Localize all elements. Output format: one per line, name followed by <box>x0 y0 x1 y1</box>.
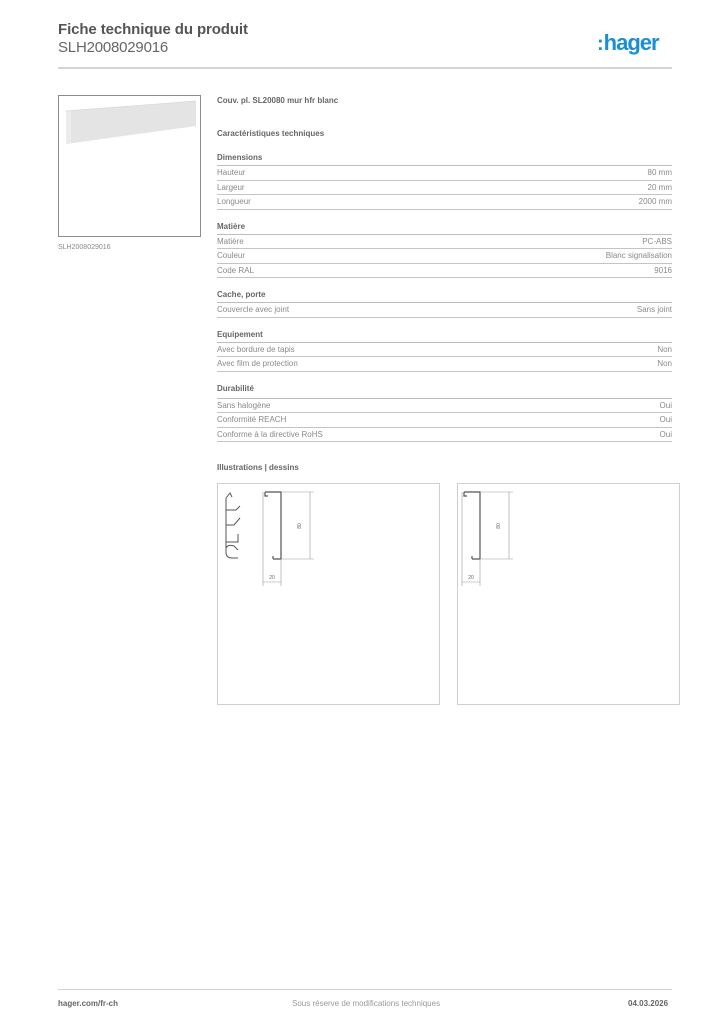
spec-label: Conformité REACH <box>217 415 287 424</box>
spec-row <box>217 357 672 372</box>
spec-row <box>217 428 672 443</box>
specifications-column <box>217 96 672 442</box>
footer-disclaimer: Sous réserve de modifications techniques <box>292 999 441 1008</box>
spec-row <box>217 166 672 181</box>
illustration-drawing-1 <box>217 483 440 705</box>
spec-label: Couleur <box>217 251 246 260</box>
spec-group-cover <box>217 290 672 318</box>
spec-row <box>217 399 672 414</box>
page-title: Fiche technique du produit <box>58 21 248 38</box>
spec-label: Code RAL <box>217 265 254 275</box>
spec-label: Avec film de protection <box>217 359 298 368</box>
spec-value: 2000 mm <box>638 197 672 206</box>
height-dimension-label: 80 <box>496 523 502 529</box>
footer-divider <box>58 989 672 990</box>
width-dimension-label: 20 <box>468 575 474 581</box>
product-code: SLH2008029016 <box>58 39 169 56</box>
spec-row <box>217 235 672 250</box>
spec-group-dimensions <box>217 153 672 210</box>
spec-value: Oui <box>659 415 672 424</box>
group-heading: Equipement <box>217 330 672 343</box>
logo-text: hager <box>603 30 659 55</box>
footer-date: 04.03.2026 <box>628 999 669 1008</box>
spec-value: Blanc signalisation <box>605 251 672 260</box>
spec-row <box>217 303 672 318</box>
group-heading: Matière <box>217 222 672 235</box>
spec-value: Non <box>657 344 672 354</box>
spec-label: Conforme à la directive RoHS <box>217 429 323 439</box>
illustration-drawing-2 <box>457 483 680 705</box>
spec-value: PC-ABS <box>642 236 672 246</box>
spec-group-equipment <box>217 330 672 372</box>
spec-row <box>217 249 672 264</box>
profile-drawing-icon <box>218 484 439 704</box>
spec-label: Avec bordure de tapis <box>217 344 295 354</box>
logo-colon: : <box>597 33 603 55</box>
product-image-frame <box>58 95 201 237</box>
width-dimension-label: 20 <box>269 575 275 581</box>
spec-row <box>217 413 672 428</box>
product-image-caption: SLH2008029016 <box>58 244 111 251</box>
spec-value: Oui <box>659 429 672 439</box>
header-divider <box>58 67 672 69</box>
spec-row <box>217 343 672 358</box>
spec-label: Couvercle avec joint <box>217 305 290 314</box>
group-heading: Cache, porte <box>217 290 672 303</box>
product-name: Couv. pl. SL20080 mur hfr blanc <box>217 96 339 105</box>
illustrations-heading: Illustrations | dessins <box>217 463 299 472</box>
profile-drawing-icon <box>458 484 679 704</box>
spec-row <box>217 181 672 196</box>
spec-value: Non <box>657 359 672 368</box>
technical-characteristics-heading: Caractéristiques techniques <box>217 129 325 138</box>
spec-value: 9016 <box>654 265 672 275</box>
spec-label: Longueur <box>217 197 251 206</box>
spec-value: 80 mm <box>647 168 672 177</box>
footer-website-link[interactable]: hager.com/fr-ch <box>58 999 119 1008</box>
height-dimension-label: 80 <box>297 523 303 529</box>
hager-logo <box>597 30 659 56</box>
group-heading: Dimensions <box>217 153 672 166</box>
spec-value: 20 mm <box>647 182 672 192</box>
spec-group-durability <box>217 384 672 443</box>
spec-row <box>217 264 672 279</box>
cover-profile-image <box>59 96 200 236</box>
group-heading: Durabilité <box>217 384 672 399</box>
spec-row <box>217 195 672 210</box>
spec-label: Sans halogène <box>217 400 271 410</box>
spec-value: Sans joint <box>636 305 672 314</box>
spec-value: Oui <box>659 400 672 410</box>
spec-label: Hauteur <box>217 168 246 177</box>
spec-label: Largeur <box>217 182 245 192</box>
spec-label: Matière <box>217 236 244 246</box>
spec-group-material <box>217 222 672 279</box>
